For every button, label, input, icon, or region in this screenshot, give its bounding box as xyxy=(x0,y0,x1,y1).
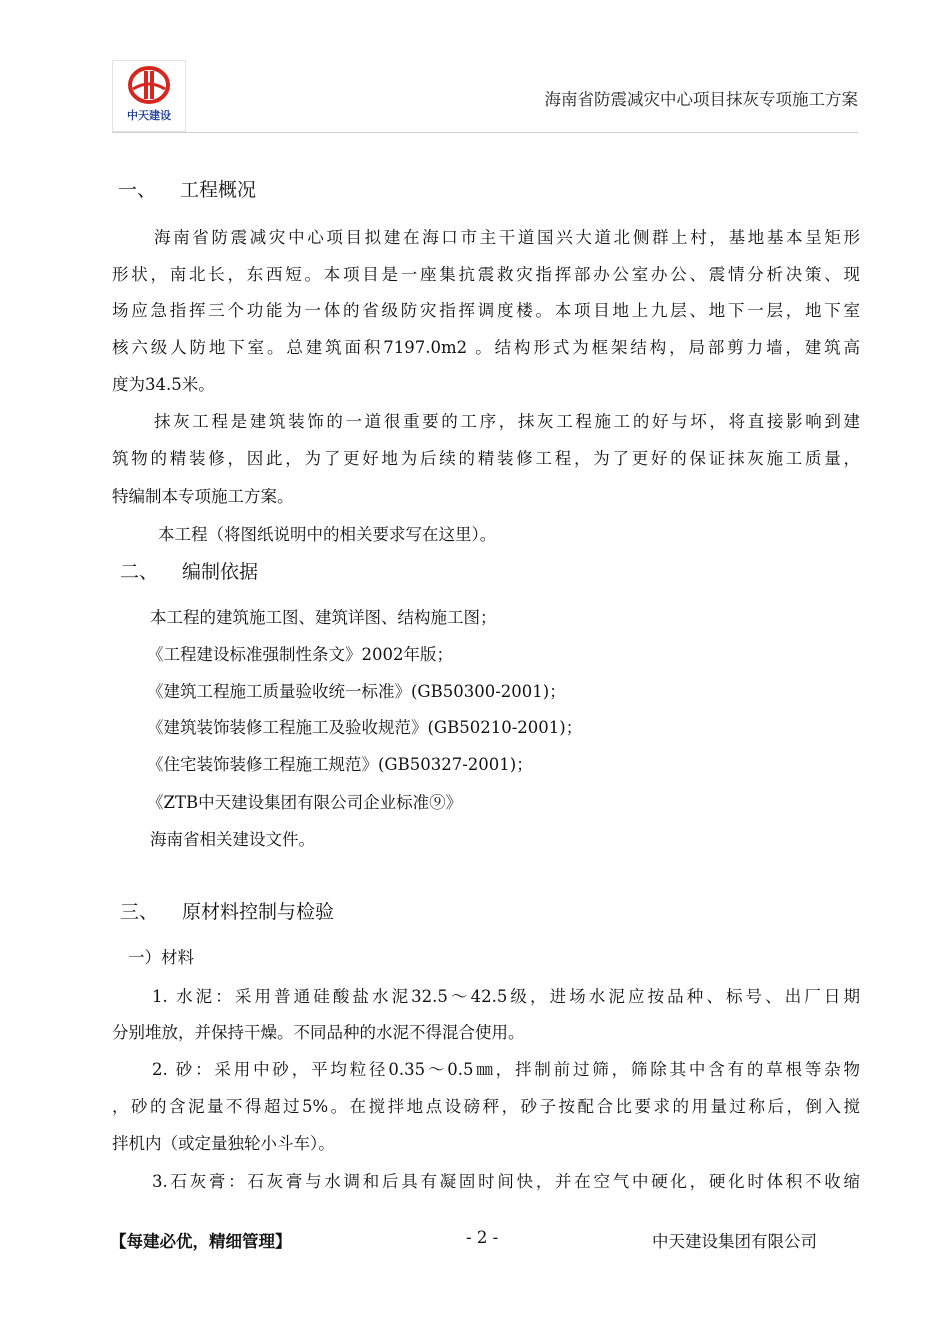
list-item: 《住宅装饰装修工程施工规范》(GB50327-2001)； xyxy=(147,755,533,774)
section-1-number: 一、 xyxy=(118,179,157,201)
list-item: 《ZTB中天建设集团有限公司企业标准⑨》 xyxy=(147,793,463,812)
paragraph-line: 本工程（将图纸说明中的相关要求写在这里）。 xyxy=(158,525,497,544)
subsection-heading: 一）材料 xyxy=(128,948,194,967)
logo-text: 中天建设 xyxy=(127,109,171,122)
logo-emblem-icon xyxy=(127,65,171,105)
paragraph-line: ，砂的含泥量不得超过5%。在搅拌地点设磅秤，砂子按配合比要求的用量过称后，倒入搅 xyxy=(112,1097,860,1116)
paragraph-line: 特编制本专项施工方案。 xyxy=(112,487,294,506)
paragraph-line: 分别堆放，并保持干燥。不同品种的水泥不得混合使用。 xyxy=(112,1023,525,1042)
paragraph-line: 场应急指挥三个功能为一体的省级防灾指挥调度楼。本项目地上九层、地下一层，地下室 xyxy=(112,301,860,320)
company-logo xyxy=(112,60,186,132)
section-1-title: 工程概况 xyxy=(180,179,257,201)
list-item: 海南省相关建设文件。 xyxy=(150,830,315,849)
list-item: 本工程的建筑施工图、建筑详图、结构施工图； xyxy=(150,608,497,627)
section-2-title: 编制依据 xyxy=(182,561,259,583)
paragraph-line: 形状，南北长，东西短。本项目是一座集抗震救灾指挥部办公室办公、震情分析决策、现 xyxy=(112,265,860,284)
paragraph-line: 抹灰工程是建筑装饰的一道很重要的工序，抹灰工程施工的好与坏，将直接影响到建 xyxy=(154,412,860,431)
list-item: 《建筑工程施工质量验收统一标准》(GB50300-2001)； xyxy=(147,682,566,701)
paragraph-line: 度为34.5米。 xyxy=(112,375,215,394)
paragraph-line: 3.石灰膏：石灰膏与水调和后具有凝固时间快，并在空气中硬化，硬化时体积不收缩 xyxy=(152,1172,860,1191)
paragraph-line: 拌机内（或定量独轮小斗车）。 xyxy=(112,1134,335,1153)
header-divider xyxy=(112,132,858,133)
section-3-number: 三、 xyxy=(120,901,159,923)
page-number: - 2 - xyxy=(466,1228,499,1247)
section-3-title: 原材料控制与检验 xyxy=(182,901,335,923)
document-title: 海南省防震减灾中心项目抹灰专项施工方案 xyxy=(544,90,858,109)
paragraph-line: 核六级人防地下室。总建筑面积7197.0m2 。结构形式为框架结构，局部剪力墙，建筑高 xyxy=(112,338,860,357)
footer-slogan: 【每建必优，精细管理】 xyxy=(110,1232,292,1251)
paragraph-line: 2. 砂：采用中砂，平均粒径0.35～0.5㎜，拌制前过筛，筛除其中含有的草根等杂物 xyxy=(152,1060,860,1079)
paragraph-line: 海南省防震减灾中心项目拟建在海口市主干道国兴大道北侧群上村，基地基本呈矩形 xyxy=(154,228,860,247)
list-item: 《建筑装饰装修工程施工及验收规范》(GB50210-2001)； xyxy=(147,718,583,737)
section-2-number: 二、 xyxy=(120,561,159,583)
paragraph-line: 1. 水泥：采用普通硅酸盐水泥32.5～42.5级，进场水泥应按品种、标号、出厂日期 xyxy=(152,987,860,1006)
list-item: 《工程建设标准强制性条文》2002年版； xyxy=(147,645,453,664)
footer-company: 中天建设集团有限公司 xyxy=(652,1232,817,1251)
paragraph-line: 筑物的精装修，因此，为了更好地为后续的精装修工程，为了更好的保证抹灰施工质量， xyxy=(112,449,860,468)
